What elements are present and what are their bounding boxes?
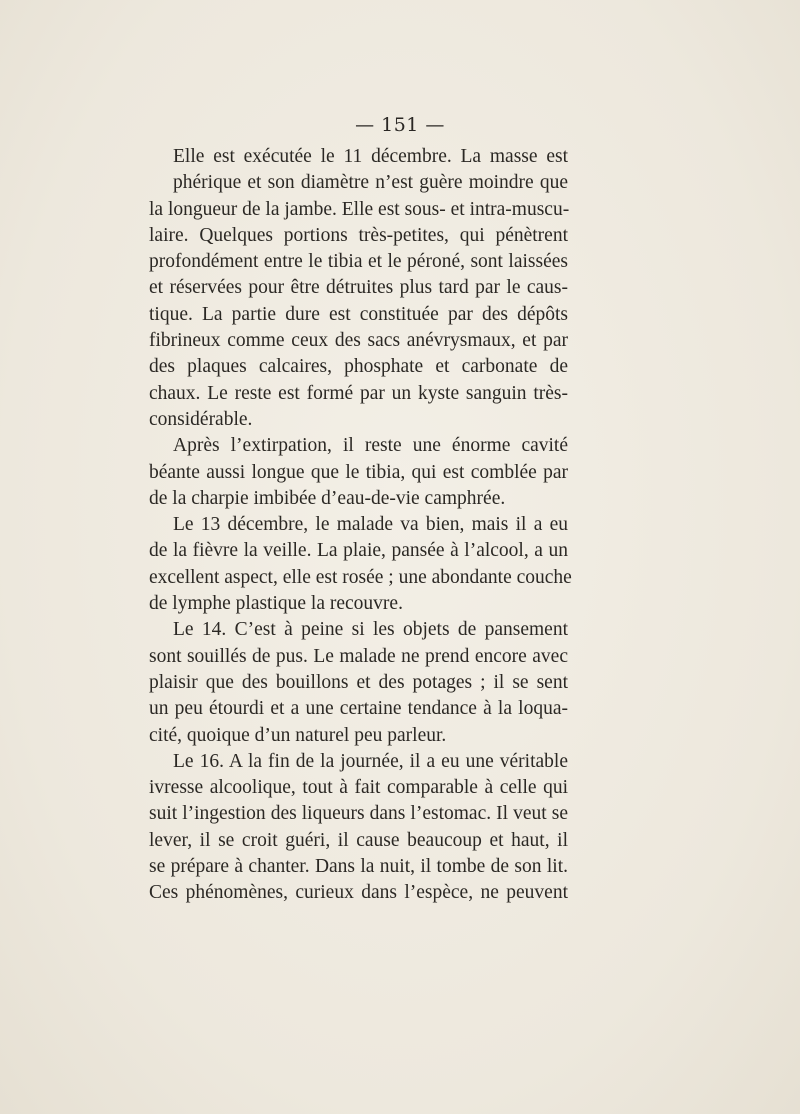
text-line: et réservées pour être détruites plus tard par le caus- — [149, 277, 568, 299]
text-line: des plaques calcaires, phosphate et carbonate de — [149, 356, 568, 378]
text-line: un peu étourdi et a une certaine tendance à la loqua- — [149, 698, 568, 720]
text-line: tique. La partie dure est constituée par des dépôts — [149, 303, 568, 325]
text-line: considérable. — [149, 408, 253, 430]
text-line: laire. Quelques portions très-petites, qui pénètrent — [149, 224, 568, 246]
text-line: suit l’ingestion des liqueurs dans l’estomac. Il veut se — [149, 803, 568, 825]
text-line: Ces phénomènes, curieux dans l’espèce, ne peuvent — [149, 882, 568, 904]
page-number: — 151 — — [355, 114, 445, 136]
text-line: de lymphe plastique la recouvre. — [149, 593, 403, 615]
text-line: béante aussi longue que le tibia, qui est comblée par — [149, 461, 568, 483]
text-line: cité, quoique d’un naturel peu parleur. — [149, 724, 447, 746]
text-line: phérique et son diamètre n’est guère moindre que — [173, 172, 568, 194]
text-line: de la charpie imbibée d’eau-de-vie camphrée. — [149, 487, 506, 509]
text-line: Le 13 décembre, le malade va bien, mais il a eu — [173, 514, 568, 536]
text-line: profondément entre le tibia et le péroné, sont laissées — [149, 251, 568, 273]
text-line: ivresse alcoolique, tout à fait comparable à celle qui — [149, 777, 568, 799]
text-line: Le 16. A la fin de la journée, il a eu une véritable — [173, 750, 568, 772]
text-line: chaux. Le reste est formé par un kyste sanguin très- — [149, 382, 568, 404]
text-line: la longueur de la jambe. Elle est sous- et intra-muscu- — [149, 198, 570, 220]
text-line: sont souillés de pus. Le malade ne prend encore avec — [149, 645, 568, 667]
text-line: excellent aspect, elle est rosée ; une abondante couche — [149, 566, 572, 588]
text-line: lever, il se croit guéri, il cause beaucoup et haut, il — [149, 829, 568, 851]
text-line: de la fièvre la veille. La plaie, pansée à l’alcool, a un — [149, 540, 568, 562]
text-line: Le 14. C’est à peine si les objets de pansement — [173, 619, 568, 641]
body-text — [149, 144, 572, 907]
text-line: plaisir que des bouillons et des potages ; il se sent — [149, 671, 568, 693]
text-line: fibrineux comme ceux des sacs anévrysmaux, et par — [149, 330, 568, 352]
text-line: Après l’extirpation, il reste une énorme cavité — [173, 435, 568, 457]
text-line: Elle est exécutée le 11 décembre. La masse est — [173, 146, 568, 167]
text-line: se prépare à chanter. Dans la nuit, il tombe de son lit. — [149, 856, 568, 878]
